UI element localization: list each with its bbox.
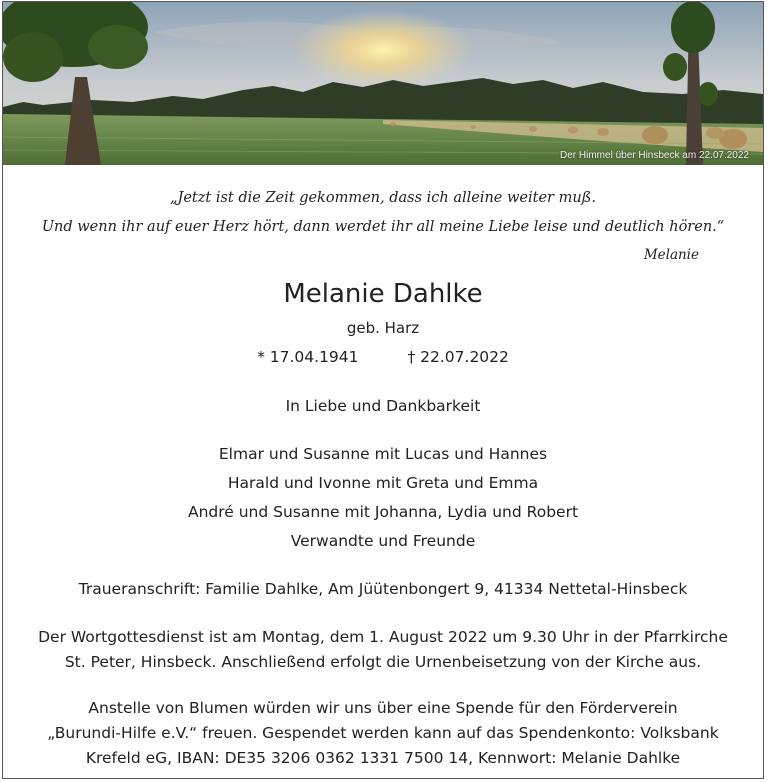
death-date: † 22.07.2022 <box>407 348 509 366</box>
photo-caption: Der Himmel über Hinsbeck am 22.07.2022 <box>560 150 749 161</box>
service-line: Der Wortgottesdienst ist am Montag, dem 1. August 2022 um 9.30 Uhr in der Pfarrkirche <box>38 628 728 646</box>
landscape-photo <box>3 2 763 165</box>
quote-line-1: „Jetzt ist die Zeit gekommen, dass ich alleine weiter muß. <box>170 190 596 206</box>
family-line: Elmar und Susanne mit Lucas und Hannes <box>218 445 548 463</box>
maiden-name: geb. Harz <box>346 319 420 337</box>
donation-line: „Burundi-Hilfe e.V.“ freuen. Gespendet werden kann auf das Spendenkonto: Volksbank <box>47 724 719 742</box>
field-sunset-image <box>3 2 763 165</box>
family-line: Verwandte und Freunde <box>290 532 476 550</box>
life-dates <box>3 348 763 366</box>
dedication-text: In Liebe und Dankbarkeit <box>285 397 481 415</box>
mourning-address: Traueranschrift: Familie Dahlke, Am Jüütenbongert 9, 41334 Nettetal-Hinsbeck <box>78 580 688 598</box>
family-line: Harald und Ivonne mit Greta und Emma <box>227 474 539 492</box>
donation-line: Anstelle von Blumen würden wir uns über eine Spende für den Förderverein <box>88 699 678 717</box>
quote-line-2: Und wenn ihr auf euer Herz hört, dann werdet ihr all meine Liebe leise und deutlich hören.“ <box>41 219 725 235</box>
birth-date: * 17.04.1941 <box>257 348 359 366</box>
donation-line: Krefeld eG, IBAN: DE35 3206 0362 1331 7500 14, Kennwort: Melanie Dahlke <box>85 749 681 767</box>
service-line: St. Peter, Hinsbeck. Anschließend erfolgt die Urnenbeisetzung von der Kirche aus. <box>64 653 702 671</box>
obituary-notice <box>2 1 764 779</box>
deceased-name: Melanie Dahlke <box>283 279 483 309</box>
quote-author: Melanie <box>643 247 699 263</box>
family-line: André und Susanne mit Johanna, Lydia und Robert <box>187 503 579 521</box>
